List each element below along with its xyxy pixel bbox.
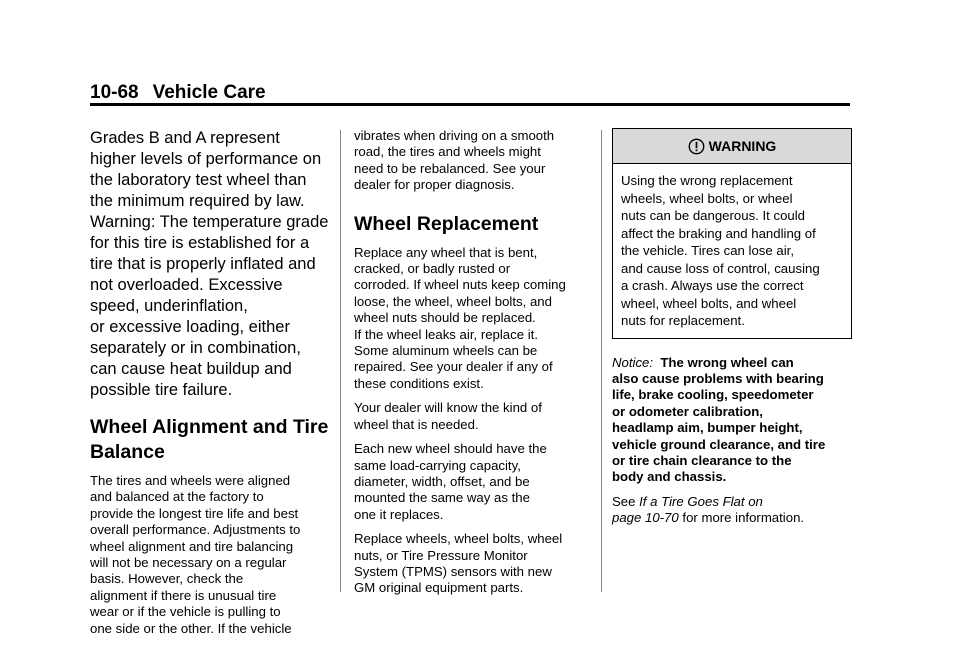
warning-title: WARNING [708, 138, 777, 154]
replacement-paragraph-4: Replace wheels, wheel bolts, wheel nuts, or Tire Pressure Monitor System (TPMS) sensors with new GM original equipment parts. [354, 531, 563, 596]
warning-triangle-icon [688, 138, 705, 155]
heading-wheel-alignment: Wheel Alignment and Tire Balance [90, 416, 329, 463]
alignment-paragraph: The tires and wheels were aligned and balanced at the factory to provide the longest tire life and best overall performance. Adjustments to wheel alignment and tire balancing will not be necessary on a regular basis. However, check the alignment if there is unusual tire wear or if the vehicle is pulling to one side or the other. If the vehicle [90, 473, 301, 636]
warning-text: Using the wrong replacement wheels, wheel bolts, or wheel nuts can be dangerous. It could affect the braking and handling of the vehicle. Tires can lose air, and cause loss of control, causing a crash. Always use the correct wheel, wheel bolts, and wheel nuts for replacement. [621, 173, 820, 328]
replacement-paragraph-3: Each new wheel should have the same load-carrying capacity, diameter, width, offset, and be mounted the same way as the one it replaces. [354, 441, 547, 522]
warning-header [613, 129, 851, 164]
column-divider [340, 130, 341, 592]
see-also-paragraph: See If a Tire Goes Flat on page 10-70 for more information. [612, 493, 805, 526]
notice-label: Notice: [612, 354, 654, 370]
page-header [90, 82, 266, 104]
column-1 [90, 128, 330, 645]
warning-box [612, 128, 852, 339]
notice-paragraph: Notice: The wrong wheel can also cause problems with bearing life, brake cooling, speedometer or odometer calibration, headlamp aim, bumper height, vehicle ground clearance, and tire or tire chain clearance to the body and chassis. [612, 354, 826, 485]
rebalance-paragraph: vibrates when driving on a smooth road, the tires and wheels might need to be rebalanced. See your dealer for proper diagnosis. [354, 128, 555, 193]
replacement-paragraph-2: Your dealer will know the kind of wheel that is needed. [354, 400, 542, 432]
column-2 [354, 128, 590, 605]
column-3 [612, 128, 852, 535]
cross-reference-link[interactable]: If a Tire Goes Flat on [639, 493, 763, 509]
replacement-paragraph-1: Replace any wheel that is bent, cracked, or badly rusted or corroded. If wheel nuts keep coming loose, the wheel, wheel bolts, and wheel nuts should be replaced. If the wheel leaks air, replace it. Some aluminum wheels can be repaired. See your dealer if any of these conditions exist. [354, 244, 566, 391]
page-number: 10-68 [90, 82, 139, 103]
section-title: Vehicle Care [152, 82, 266, 103]
header-rule [90, 103, 850, 106]
cross-reference-page[interactable]: page 10-70 [612, 510, 679, 526]
temperature-grade-text: Grades B and A represent higher levels of performance on the laboratory test wheel than the minimum required by law. Warning: The temperature grade for this tire is established for a tire that is properly inflated and not overloaded. Excessive speed, underinflation, or excessive loading, either separately or in combination, can cause heat buildup and possible tire failure. [90, 129, 329, 399]
column-divider [601, 130, 602, 592]
heading-wheel-replacement: Wheel Replacement [354, 212, 539, 235]
